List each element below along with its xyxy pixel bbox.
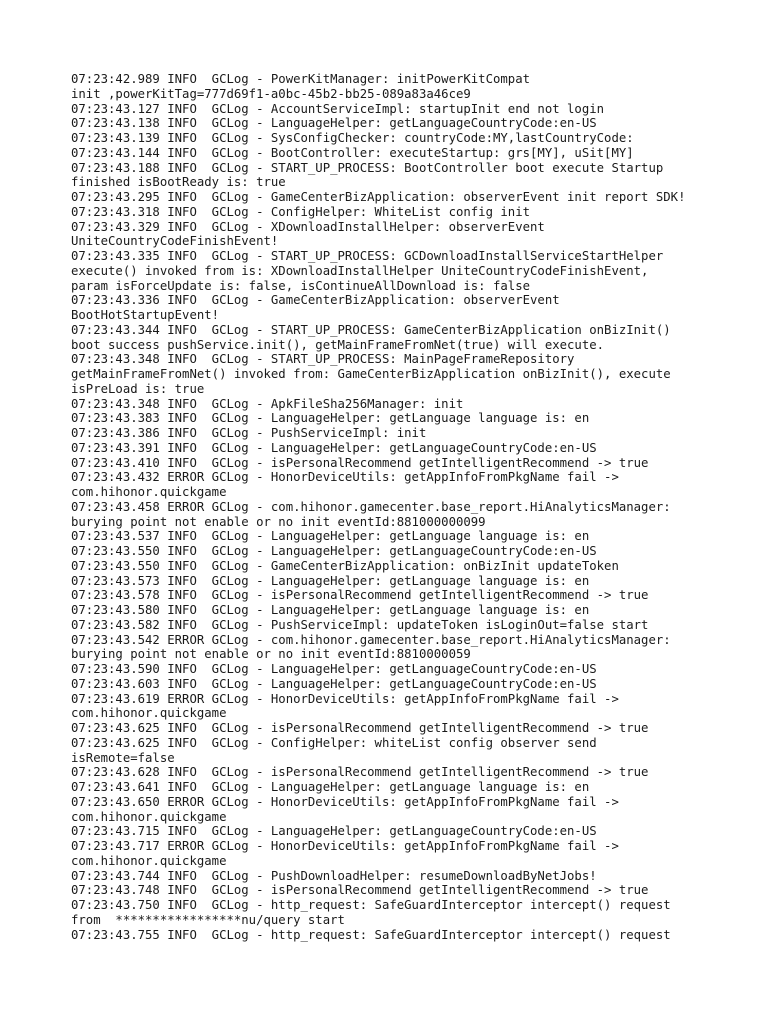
log-line: 07:23:43.625 INFO GCLog - ConfigHelper: whiteList config observer send: [71, 735, 597, 750]
log-line: 07:23:43.542 ERROR GCLog - com.hihonor.gamecenter.base_report.HiAnalyticsManager:: [71, 632, 671, 647]
log-line: 07:23:43.625 INFO GCLog - isPersonalRecommend getIntelligentRecommend -> true: [71, 721, 649, 735]
log-line: boot success pushService.init(), getMainFrameFromNet(true) will execute.: [71, 337, 605, 352]
log-line: finished isBootReady is: true: [71, 175, 286, 190]
log-line: isPreLoad is: true: [71, 381, 205, 396]
log-line: 07:23:43.744 INFO GCLog - PushDownloadHelper: resumeDownloadByNetJobs!: [71, 868, 597, 883]
log-line: 07:23:43.641 INFO GCLog - LanguageHelper: getLanguage language is: en: [71, 780, 590, 794]
log-line: 07:23:43.127 INFO GCLog - AccountServiceImpl: startupInit end not login: [71, 101, 605, 116]
log-line: 07:23:43.336 INFO GCLog - GameCenterBizApplication: observerEvent: [71, 293, 560, 308]
log-line: execute() invoked from is: XDownloadInstallHelper UniteCountryCodeFinishEvent,: [71, 263, 649, 278]
log-line: 07:23:43.550 INFO GCLog - GameCenterBizApplication: onBizInit updateToken: [71, 558, 619, 573]
log-line: 07:23:43.295 INFO GCLog - GameCenterBizApplication: observerEvent init report SDK!: [71, 190, 686, 204]
log-line: burying point not enable or no init eventId:8810000059: [71, 647, 471, 662]
log-line: 07:23:43.318 INFO GCLog - ConfigHelper: WhiteList config init: [71, 204, 531, 219]
log-line: init ,powerKitTag=777d69f1-a0bc-45b2-bb25-089a83a46ce9: [71, 86, 471, 101]
log-line: com.hihonor.quickgame: [71, 853, 227, 868]
log-line: 07:23:43.748 INFO GCLog - isPersonalRecommend getIntelligentRecommend -> true: [71, 883, 649, 898]
log-line: 07:23:43.348 INFO GCLog - ApkFileSha256Manager: init: [71, 396, 464, 411]
log-line: 07:23:43.138 INFO GCLog - LanguageHelper: getLanguageCountryCode:en-US: [71, 116, 597, 131]
log-line: 07:23:43.348 INFO GCLog - START_UP_PROCESS: MainPageFrameRepository: [71, 352, 575, 367]
log-line: from *****************nu/query start: [71, 912, 345, 927]
log-line: 07:23:43.537 INFO GCLog - LanguageHelper: getLanguage language is: en: [71, 529, 590, 544]
log-line: BootHotStartupEvent!: [71, 308, 220, 322]
log-line: 07:23:43.344 INFO GCLog - START_UP_PROCESS: GameCenterBizApplication onBizInit(): [71, 322, 671, 337]
log-line: 07:23:43.386 INFO GCLog - PushServiceImpl: init: [71, 426, 427, 440]
log-line: 07:23:43.750 INFO GCLog - http_request: SafeGuardInterceptor intercept() request: [71, 898, 671, 912]
log-line: 07:23:43.329 INFO GCLog - XDownloadInstallHelper: observerEvent: [71, 219, 545, 234]
log-line: 07:23:43.755 INFO GCLog - http_request: SafeGuardInterceptor intercept() request: [71, 927, 671, 942]
log-line: getMainFrameFromNet() invoked from: GameCenterBizApplication onBizInit(), execute: [71, 367, 671, 381]
log-line: 07:23:42.989 INFO GCLog - PowerKitManager: initPowerKitCompat: [71, 72, 531, 86]
log-line: 07:23:43.144 INFO GCLog - BootController: executeStartup: grs[MY], uSit[MY]: [71, 145, 634, 160]
log-line: 07:23:43.590 INFO GCLog - LanguageHelper: getLanguageCountryCode:en-US: [71, 662, 597, 676]
log-line: 07:23:43.650 ERROR GCLog - HonorDeviceUtils: getAppInfoFromPkgName fail ->: [71, 794, 619, 809]
log-line: 07:23:43.432 ERROR GCLog - HonorDeviceUtils: getAppInfoFromPkgName fail ->: [71, 470, 619, 485]
log-line: param isForceUpdate is: false, isContinueAllDownload is: false: [71, 278, 531, 293]
log-line: 07:23:43.628 INFO GCLog - isPersonalRecommend getIntelligentRecommend -> true: [71, 765, 649, 780]
log-line: 07:23:43.410 INFO GCLog - isPersonalRecommend getIntelligentRecommend -> true: [71, 455, 649, 470]
log-line: 07:23:43.619 ERROR GCLog - HonorDeviceUtils: getAppInfoFromPkgName fail ->: [71, 691, 619, 706]
log-line: 07:23:43.391 INFO GCLog - LanguageHelper: getLanguageCountryCode:en-US: [71, 440, 597, 455]
log-line: 07:23:43.582 INFO GCLog - PushServiceImpl: updateToken isLoginOut=false start: [71, 617, 649, 632]
log-line: 07:23:43.550 INFO GCLog - LanguageHelper: getLanguageCountryCode:en-US: [71, 544, 597, 558]
log-line: 07:23:43.580 INFO GCLog - LanguageHelper: getLanguage language is: en: [71, 603, 590, 617]
log-line: 07:23:43.383 INFO GCLog - LanguageHelper: getLanguage language is: en: [71, 411, 590, 426]
log-line: com.hihonor.quickgame: [71, 809, 227, 824]
log-line: 07:23:43.139 INFO GCLog - SysConfigChecker: countryCode:MY,lastCountryCode:: [71, 131, 634, 145]
log-line: 07:23:43.578 INFO GCLog - isPersonalRecommend getIntelligentRecommend -> true: [71, 588, 649, 603]
log-line: 07:23:43.715 INFO GCLog - LanguageHelper: getLanguageCountryCode:en-US: [71, 824, 597, 839]
log-line: com.hihonor.quickgame: [71, 706, 227, 721]
log-line: 07:23:43.335 INFO GCLog - START_UP_PROCESS: GCDownloadInstallServiceStartHelper: [71, 249, 664, 263]
log-line: 07:23:43.603 INFO GCLog - LanguageHelper: getLanguageCountryCode:en-US: [71, 676, 597, 691]
log-line: UniteCountryCodeFinishEvent!: [71, 234, 279, 249]
log-document: [71, 72, 761, 942]
log-line: 07:23:43.573 INFO GCLog - LanguageHelper: getLanguage language is: en: [71, 573, 590, 588]
log-line: 07:23:43.717 ERROR GCLog - HonorDeviceUtils: getAppInfoFromPkgName fail ->: [71, 839, 619, 853]
log-line: com.hihonor.quickgame: [71, 485, 227, 499]
log-line: 07:23:43.458 ERROR GCLog - com.hihonor.gamecenter.base_report.HiAnalyticsManager:: [71, 499, 671, 514]
log-line: burying point not enable or no init eventId:881000000099: [71, 514, 486, 529]
log-line: isRemote=false: [71, 750, 175, 765]
log-line: 07:23:43.188 INFO GCLog - START_UP_PROCESS: BootController boot execute Startup: [71, 160, 664, 175]
